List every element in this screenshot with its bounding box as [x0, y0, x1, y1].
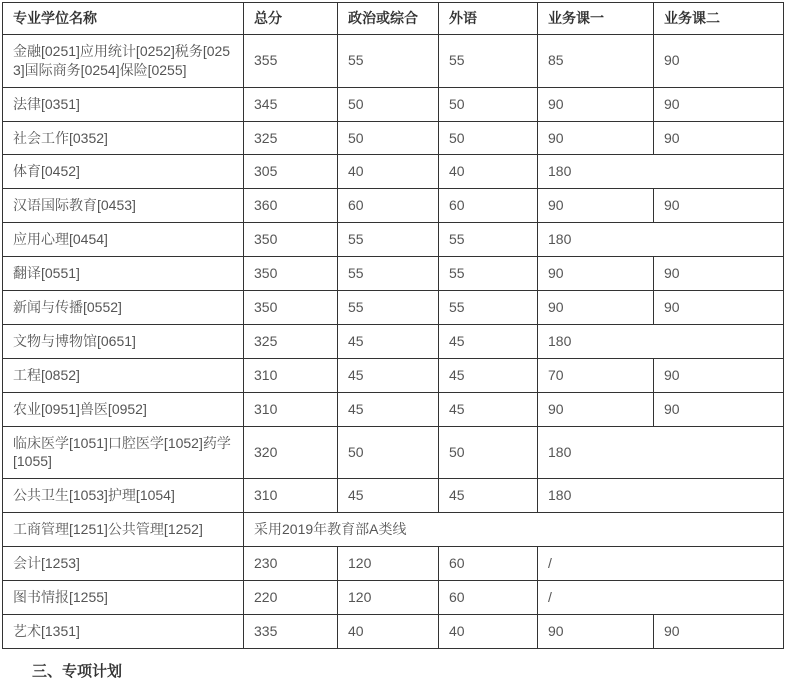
score-cell: 45: [439, 358, 538, 392]
table-row: [3, 189, 784, 223]
program-name-cell: 法律[0351]: [3, 87, 244, 121]
score-cell: 55: [338, 291, 439, 325]
score-cell: 55: [439, 223, 538, 257]
column-header: 外语: [439, 3, 538, 35]
score-cell: 90: [654, 34, 784, 87]
score-cell: 120: [338, 581, 439, 615]
score-cell: 90: [654, 257, 784, 291]
score-cell: 60: [439, 547, 538, 581]
score-cell: 90: [538, 392, 654, 426]
score-cell: 45: [338, 392, 439, 426]
program-name-cell: 农业[0951]兽医[0952]: [3, 392, 244, 426]
score-cell: 90: [654, 392, 784, 426]
score-cell: 90: [654, 87, 784, 121]
score-cell: 45: [439, 479, 538, 513]
score-cell: 360: [244, 189, 338, 223]
program-name-cell: 应用心理[0454]: [3, 223, 244, 257]
score-cell: 60: [439, 189, 538, 223]
score-cell: 45: [338, 358, 439, 392]
score-cell: 90: [538, 614, 654, 648]
score-cell: 90: [654, 358, 784, 392]
table-row: [3, 121, 784, 155]
table-row: [3, 257, 784, 291]
score-cell: 40: [439, 155, 538, 189]
program-name-cell: 图书情报[1255]: [3, 581, 244, 615]
score-cell: 50: [338, 121, 439, 155]
column-header: 总分: [244, 3, 338, 35]
score-cell: 55: [439, 34, 538, 87]
program-name-cell: 临床医学[1051]口腔医学[1052]药学[1055]: [3, 426, 244, 479]
score-cell: 90: [538, 291, 654, 325]
score-cell: 180: [538, 426, 784, 479]
table-row: [3, 581, 784, 615]
score-cell: 45: [439, 392, 538, 426]
score-cell: /: [538, 547, 784, 581]
score-cell: 180: [538, 155, 784, 189]
score-cell: 325: [244, 121, 338, 155]
program-name-cell: 公共卫生[1053]护理[1054]: [3, 479, 244, 513]
section-heading: 三、专项计划: [32, 662, 123, 680]
score-cell: 90: [654, 291, 784, 325]
score-cell: 180: [538, 223, 784, 257]
score-cell: 45: [338, 324, 439, 358]
score-cell: 230: [244, 547, 338, 581]
score-cell: 310: [244, 358, 338, 392]
table-row: [3, 513, 784, 547]
score-cell: 90: [654, 189, 784, 223]
score-cell: 60: [338, 189, 439, 223]
program-name-cell: 工商管理[1251]公共管理[1252]: [3, 513, 244, 547]
program-name-cell: 金融[0251]应用统计[0252]税务[0253]国际商务[0254]保险[0255]: [3, 34, 244, 87]
score-cell: 90: [654, 121, 784, 155]
column-header: 业务课一: [538, 3, 654, 35]
program-name-cell: 翻译[0551]: [3, 257, 244, 291]
score-cell: 50: [439, 87, 538, 121]
score-cell: 320: [244, 426, 338, 479]
program-name-cell: 体育[0452]: [3, 155, 244, 189]
score-cell: 40: [338, 155, 439, 189]
score-cell: 70: [538, 358, 654, 392]
table-row: [3, 87, 784, 121]
score-cell: 180: [538, 324, 784, 358]
table-row: [3, 358, 784, 392]
table-row: [3, 392, 784, 426]
score-cell: 120: [338, 547, 439, 581]
score-cell: 305: [244, 155, 338, 189]
score-cell: 55: [439, 257, 538, 291]
score-cell: 55: [439, 291, 538, 325]
score-cell: 90: [538, 257, 654, 291]
score-cell: 55: [338, 257, 439, 291]
program-name-cell: 会计[1253]: [3, 547, 244, 581]
column-header: 政治或综合: [338, 3, 439, 35]
score-cell: 90: [538, 87, 654, 121]
score-cell: 85: [538, 34, 654, 87]
score-cell: 335: [244, 614, 338, 648]
table-row: [3, 614, 784, 648]
table-row: [3, 479, 784, 513]
score-cell: 90: [538, 189, 654, 223]
score-cell: 350: [244, 257, 338, 291]
score-cell: 90: [538, 121, 654, 155]
score-cell: 45: [338, 479, 439, 513]
program-name-cell: 文物与博物馆[0651]: [3, 324, 244, 358]
score-cell: 310: [244, 479, 338, 513]
score-cell: 55: [338, 34, 439, 87]
table-row: [3, 34, 784, 87]
column-header: 业务课二: [654, 3, 784, 35]
program-name-cell: 工程[0852]: [3, 358, 244, 392]
score-cell: 355: [244, 34, 338, 87]
score-cell: 310: [244, 392, 338, 426]
score-cell: 45: [439, 324, 538, 358]
score-cell: 180: [538, 479, 784, 513]
score-cell: 90: [654, 614, 784, 648]
column-header: 专业学位名称: [3, 3, 244, 35]
table-body: [3, 34, 784, 648]
score-cell: 60: [439, 581, 538, 615]
score-cell: 345: [244, 87, 338, 121]
score-cell: 50: [439, 426, 538, 479]
table-row: [3, 547, 784, 581]
program-name-cell: 汉语国际教育[0453]: [3, 189, 244, 223]
table-row: [3, 291, 784, 325]
table-row: [3, 223, 784, 257]
score-cell: 50: [338, 87, 439, 121]
score-cell: 220: [244, 581, 338, 615]
score-cell: 55: [338, 223, 439, 257]
score-cell: 40: [338, 614, 439, 648]
program-name-cell: 社会工作[0352]: [3, 121, 244, 155]
score-line-table: [2, 2, 784, 649]
program-name-cell: 艺术[1351]: [3, 614, 244, 648]
score-cell: 50: [338, 426, 439, 479]
program-name-cell: 新闻与传播[0552]: [3, 291, 244, 325]
table-row: [3, 324, 784, 358]
score-cell: /: [538, 581, 784, 615]
score-cell: 50: [439, 121, 538, 155]
score-cell: 350: [244, 223, 338, 257]
table-header-row: [3, 3, 784, 35]
score-cell: 40: [439, 614, 538, 648]
score-cell: 350: [244, 291, 338, 325]
score-cell: 325: [244, 324, 338, 358]
score-cell: 采用2019年教育部A类线: [244, 513, 784, 547]
table-row: [3, 426, 784, 479]
table-row: [3, 155, 784, 189]
